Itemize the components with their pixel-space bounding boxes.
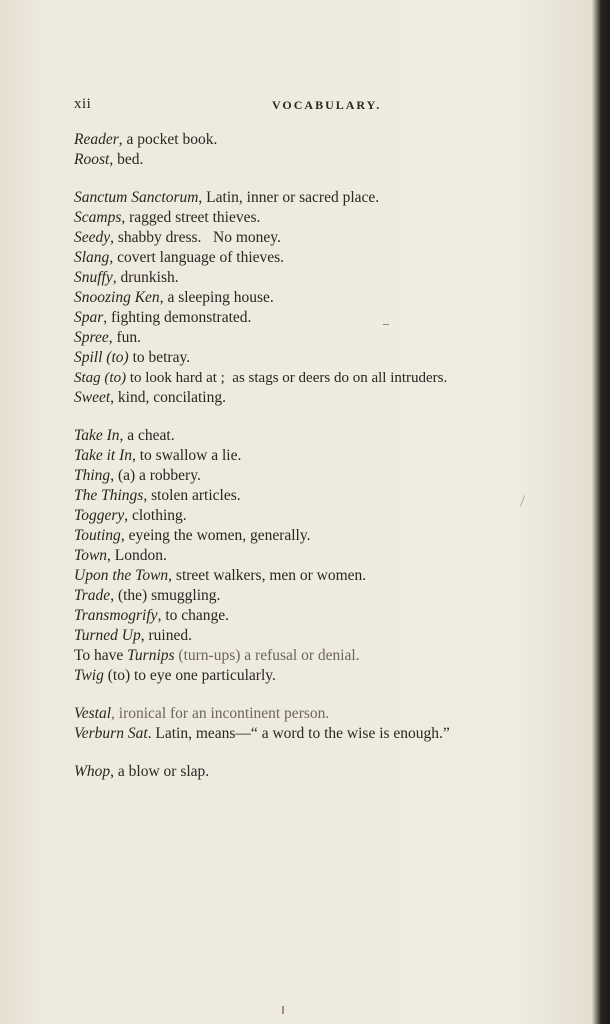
entry-sanctum-sanctorum: Sanctum Sanctorum, Latin, inner or sacred place. [74,189,380,206]
entry-snuffy: Snuffy, drunkish. [74,269,179,286]
ink-speck-bottom [282,1006,284,1014]
entry-turnips: To have Turnips (turn-ups) a refusal or denial. [74,647,360,664]
entry-toggery: Toggery, clothing. [74,507,187,524]
entry-trade: Trade, (the) smuggling. [74,587,221,604]
running-title: VOCABULARY. [272,98,382,112]
entry-stag: Stag (to) to look hard at ; as stags or deers do on all intruders. [74,370,448,386]
page-header [74,96,534,116]
entry-snoozing-ken: Snoozing Ken, a sleeping house. [74,289,274,306]
entry-spill: Spill (to) to betray. [74,349,191,366]
entry-transmogrify: Transmogrify, to change. [74,607,230,624]
entry-roost: Roost, bed. [74,151,144,168]
ink-speck [383,324,389,325]
entry-scamps: Scamps, ragged street thieves. [74,209,261,226]
entry-upon-the-town: Upon the Town, street walkers, men or women. [74,567,367,584]
entry-touting: Touting, eyeing the women, generally. [74,527,311,544]
entry-twig: Twig (to) to eye one particularly. [74,667,276,684]
vocabulary-list [74,130,594,782]
entry-take-in: Take In, a cheat. [74,427,175,444]
entry-town: Town, London. [74,547,167,564]
entry-spree: Spree, fun. [74,329,142,346]
entry-whop: Whop, a blow or slap. [74,763,210,780]
entry-slang: Slang, covert language of thieves. [74,249,285,266]
entry-sweet: Sweet, kind, concilating. [74,389,226,406]
entry-thing: Thing, (a) a robbery. [74,467,201,484]
entry-spar: Spar, fighting demonstrated. [74,309,252,326]
entry-seedy: Seedy, shabby dress. No money. [74,229,281,246]
entry-vestal: Vestal, ironical for an incontinent person. [74,705,330,722]
entry-reader: Reader, a pocket book. [74,131,218,148]
entry-verburn-sat: Verburn Sat. Latin, means—“ a word to the wise is enough.” [74,725,450,742]
entry-take-it-in: Take it In, to swallow a lie. [74,447,242,464]
entry-turned-up: Turned Up, ruined. [74,627,192,644]
page-number: xii [74,96,92,112]
entry-the-things: The Things, stolen articles. [74,487,241,504]
